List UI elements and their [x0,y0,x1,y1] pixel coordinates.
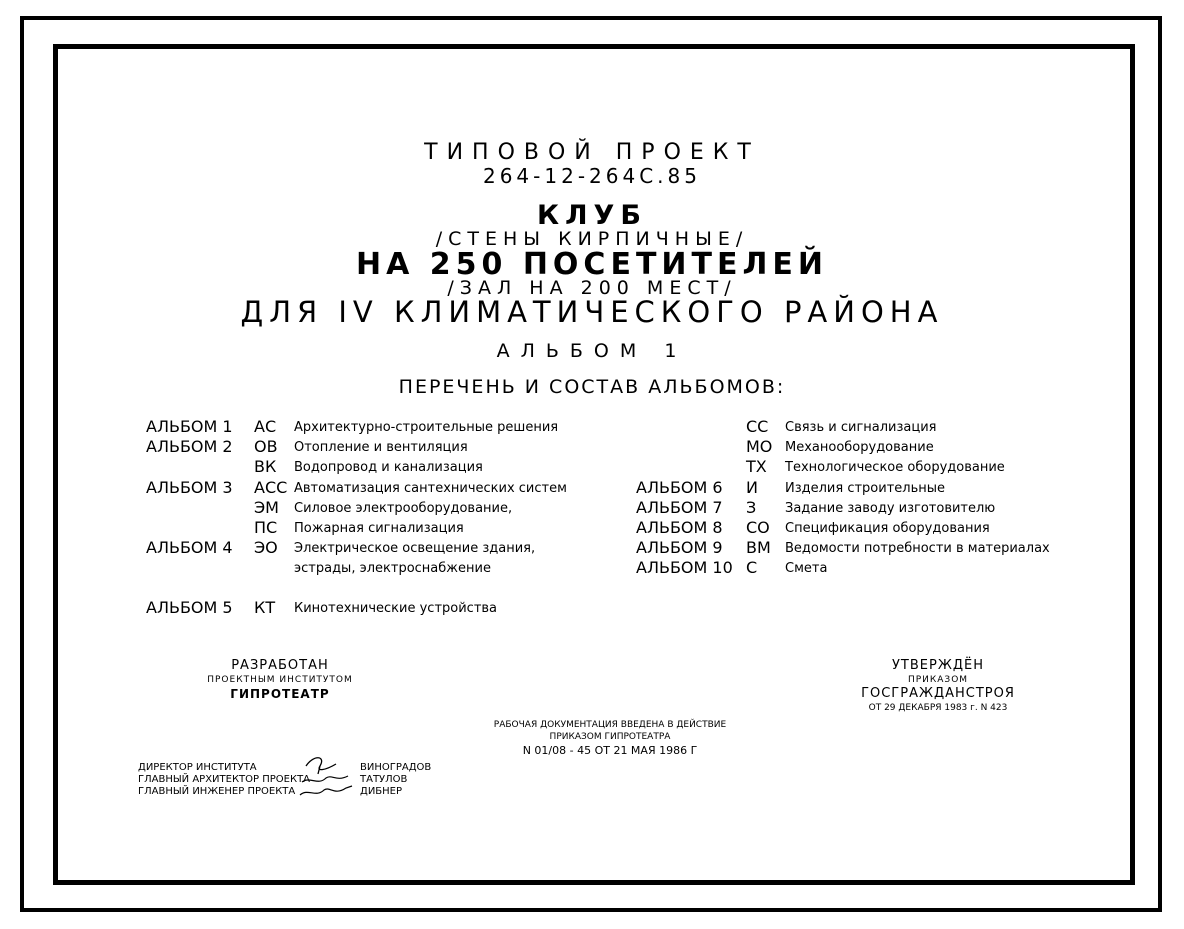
album-code: АСС [254,478,288,497]
album-code: ЭО [254,538,278,557]
album-number: АЛЬБОМ 1 [496,340,688,362]
album-label: АЛЬБОМ 4 [146,538,233,557]
album-label: АЛЬБОМ 9 [636,538,723,557]
album-label: АЛЬБОМ 5 [146,598,233,617]
album-description: Отопление и вентиляция [294,440,468,455]
album-description: Архитектурно-строительные решения [294,420,559,435]
approved-title: УТВЕРЖДЁН [892,658,984,673]
album-description: Изделия строительные [785,481,946,496]
album-code: ЭМ [254,498,279,517]
album-description: Механооборудование [785,440,934,455]
developed-title: РАЗРАБОТАН [231,658,329,673]
album-description: Спецификация оборудования [785,521,990,536]
album-label: АЛЬБОМ 1 [146,417,233,436]
album-code: С [746,558,758,577]
album-description: Электрическое освещение здания, [294,541,536,556]
signature-role: ГЛАВНЫЙ АРХИТЕКТОР ПРОЕКТА [138,774,311,785]
album-description: Задание заводу изготовителю [785,501,996,516]
album-description: Силовое электрооборудование, [294,501,513,516]
album-code: ОВ [254,437,278,456]
album-code: ВМ [746,538,771,557]
developed-subtitle: ПРОЕКТНЫМ ИНСТИТУТОМ [207,675,353,685]
album-code: ТХ [746,457,767,476]
wall-type: /СТЕНЫ КИРПИЧНЫЕ/ [435,228,749,250]
album-description: эстрады, электроснабжение [294,561,491,576]
album-description: Водопровод и канализация [294,460,483,475]
signature-name: ТАТУЛОВ [360,774,408,785]
album-description: Технологическое оборудование [785,460,1005,475]
album-code: ВК [254,457,277,476]
album-code: АС [254,417,277,436]
album-label: АЛЬБОМ 2 [146,437,233,456]
note-line: РАБОЧАЯ ДОКУМЕНТАЦИЯ ВВЕДЕНА В ДЕЙСТВИЕ [493,720,727,730]
album-description: Ведомости потребности в материалах [785,541,1050,556]
album-code: И [746,478,758,497]
album-description: Смета [785,561,828,576]
album-description: Пожарная сигнализация [294,521,464,536]
project-number: 264-12-264С.85 [482,164,701,188]
album-code: СС [746,417,769,436]
signature-name: ДИБНЕР [360,786,403,797]
handwritten-signatures-icon [296,752,360,802]
signature-role: ДИРЕКТОР ИНСТИТУТА [138,762,257,773]
album-code: З [746,498,757,517]
album-description: Кинотехнические устройства [294,601,498,616]
album-code: КТ [254,598,276,617]
album-code: СО [746,518,770,537]
approved-order: ПРИКАЗОМ [907,675,969,685]
capacity: НА 250 ПОСЕТИТЕЛЕЙ [355,247,828,282]
note-line: ПРИКАЗОМ ГИПРОТЕАТРА [549,732,671,742]
building-title: КЛУБ [537,200,647,231]
album-code: МО [746,437,773,456]
album-description: Связь и сигнализация [785,420,937,435]
album-label: АЛЬБОМ 10 [636,558,733,577]
album-label: АЛЬБОМ 8 [636,518,723,537]
note-line: N 01/08 - 45 ОТ 21 МАЯ 1986 Г [522,744,698,757]
album-label: АЛЬБОМ 6 [636,478,723,497]
approved-date: ОТ 29 ДЕКАБРЯ 1983 г. N 423 [868,703,1008,713]
hall-capacity: /ЗАЛ НА 200 МЕСТ/ [447,277,737,299]
album-code: ПС [254,518,278,537]
climate-region: ДЛЯ IV КЛИМАТИЧЕСКОГО РАЙОНА [240,295,944,329]
project-type: ТИПОВОЙ ПРОЕКТ [424,140,760,165]
signature-role: ГЛАВНЫЙ ИНЖЕНЕР ПРОЕКТА [138,786,296,797]
signature-name: ВИНОГРАДОВ [360,762,432,773]
album-description: Автоматизация сантехнических систем [294,481,567,496]
developed-institute: ГИПРОТЕАТР [230,687,330,701]
album-label: АЛЬБОМ 7 [636,498,723,517]
list-title: ПЕРЕЧЕНЬ И СОСТАВ АЛЬБОМОВ: [398,376,786,398]
approved-authority: ГОСГРАЖДАНСТРОЯ [861,686,1015,701]
album-label: АЛЬБОМ 3 [146,478,233,497]
